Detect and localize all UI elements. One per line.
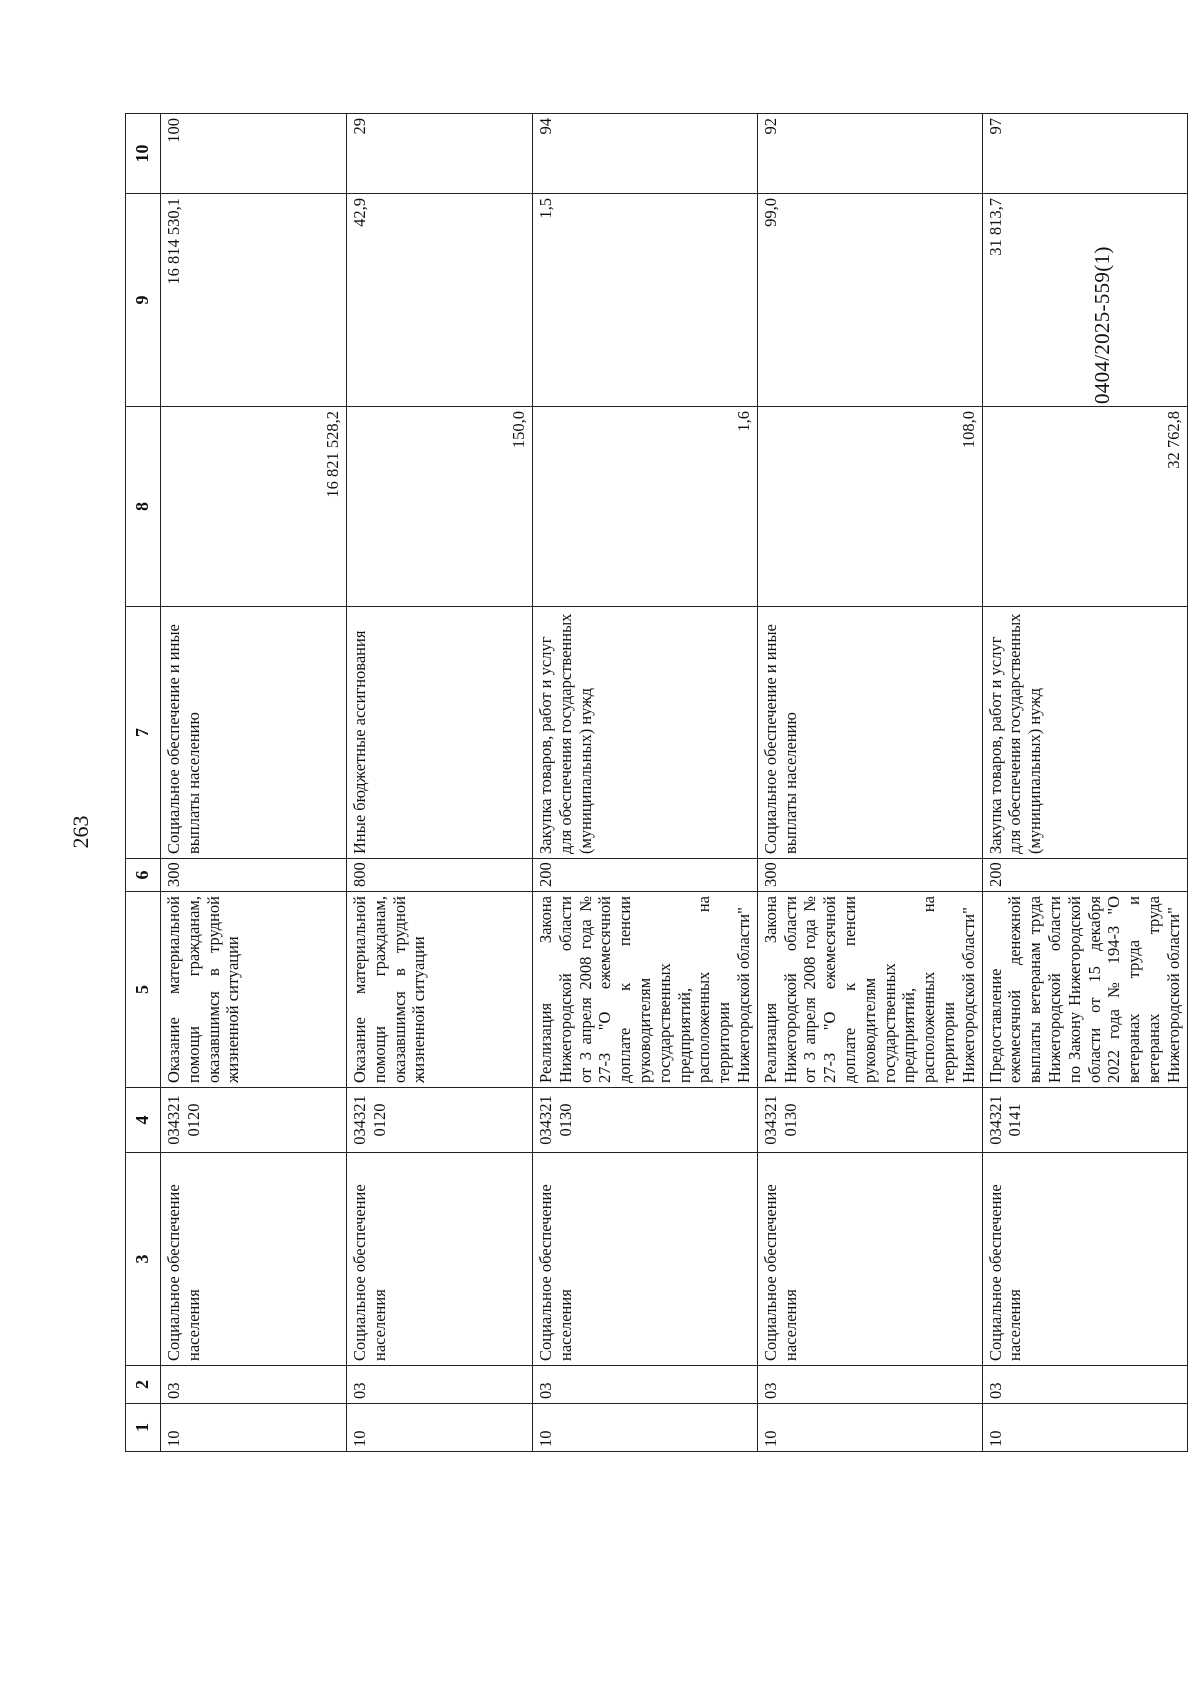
cell-section: 10	[757, 1404, 982, 1452]
table-row	[982, 114, 1187, 1452]
table-header-row	[126, 114, 161, 1452]
cell-target-name: Оказание материальной помощи гражданам, оказавшимся в трудной жизненной ситуации	[161, 892, 347, 1088]
cell-section-name: Социальное обеспечение населения	[533, 1153, 758, 1366]
cell-planned: 16 821 528,2	[161, 407, 347, 607]
cell-executed: 1,5	[533, 194, 758, 407]
cell-section-name: Социальное обеспечение населения	[161, 1153, 347, 1366]
column-header: 7	[126, 607, 161, 859]
cell-target-name: Оказание материальной помощи гражданам, оказавшимся в трудной жизненной ситуации	[347, 892, 533, 1088]
cell-expense-name: Социальное обеспечение и иные выплаты населению	[161, 607, 347, 859]
cell-expense-name: Социальное обеспечение и иные выплаты населению	[757, 607, 982, 859]
column-header: 8	[126, 407, 161, 607]
table-row	[757, 114, 982, 1452]
column-header: 3	[126, 1153, 161, 1366]
cell-section-name: Социальное обеспечение населения	[347, 1153, 533, 1366]
cell-expense-type: 300	[757, 859, 982, 892]
document-code: 0404/2025-559(1)	[1090, 246, 1114, 404]
cell-percent: 97	[982, 114, 1187, 194]
column-header: 6	[126, 859, 161, 892]
cell-expense-name: Иные бюджетные ассигнования	[347, 607, 533, 859]
cell-planned: 1,6	[533, 407, 758, 607]
cell-section: 10	[347, 1404, 533, 1452]
cell-executed: 42,9	[347, 194, 533, 407]
cell-target-code: 0343210120	[347, 1088, 533, 1153]
cell-expense-type: 200	[982, 859, 1187, 892]
cell-executed: 16 814 530,1	[161, 194, 347, 407]
cell-expense-type: 800	[347, 859, 533, 892]
cell-executed: 31 813,7	[982, 194, 1187, 407]
cell-percent: 29	[347, 114, 533, 194]
cell-percent: 100	[161, 114, 347, 194]
cell-target-code: 0343210141	[982, 1088, 1187, 1153]
column-header: 1	[126, 1404, 161, 1452]
cell-subsection: 03	[757, 1366, 982, 1404]
column-header: 4	[126, 1088, 161, 1153]
cell-expense-name: Закупка товаров, работ и услуг для обеспечения государственных (муниципальных) нужд	[982, 607, 1187, 859]
cell-target-code: 0343210120	[161, 1088, 347, 1153]
column-header: 10	[126, 114, 161, 194]
cell-section: 10	[982, 1404, 1187, 1452]
table-row	[533, 114, 758, 1452]
cell-target-name: Реализация Закона Нижегородской области от 3 апреля 2008 года № 27-З "О ежемесячной доплате к пенсии руководителям государственных предприятий, расположенных на территории Нижегородской области"	[757, 892, 982, 1088]
cell-section: 10	[533, 1404, 758, 1452]
cell-planned: 108,0	[757, 407, 982, 607]
cell-subsection: 03	[347, 1366, 533, 1404]
cell-target-code: 0343210130	[533, 1088, 758, 1153]
page-number: 263	[68, 815, 93, 849]
cell-subsection: 03	[161, 1366, 347, 1404]
cell-section-name: Социальное обеспечение населения	[982, 1153, 1187, 1366]
cell-executed: 99,0	[757, 194, 982, 407]
table-row	[347, 114, 533, 1452]
cell-target-name: Предоставление ежемесячной денежной выплаты ветеранам труда Нижегородской области по Закону Нижегородской области от 15 декабря 2022 года № 194-З "О ветеранах труда и ветеранах труда Нижегородской области"	[982, 892, 1187, 1088]
cell-planned: 32 762,8	[982, 407, 1187, 607]
cell-planned: 150,0	[347, 407, 533, 607]
cell-target-name: Реализация Закона Нижегородской области от 3 апреля 2008 года № 27-З "О ежемесячной доплате к пенсии руководителям государственных предприятий, расположенных на территории Нижегородской области"	[533, 892, 758, 1088]
cell-section: 10	[161, 1404, 347, 1452]
column-header: 2	[126, 1366, 161, 1404]
cell-percent: 92	[757, 114, 982, 194]
budget-table	[125, 113, 1188, 1452]
cell-target-code: 0343210130	[757, 1088, 982, 1153]
table-row	[161, 114, 347, 1452]
cell-subsection: 03	[533, 1366, 758, 1404]
cell-expense-name: Закупка товаров, работ и услуг для обеспечения государственных (муниципальных) нужд	[533, 607, 758, 859]
cell-expense-type: 300	[161, 859, 347, 892]
cell-expense-type: 200	[533, 859, 758, 892]
cell-section-name: Социальное обеспечение населения	[757, 1153, 982, 1366]
column-header: 5	[126, 892, 161, 1088]
column-header: 9	[126, 194, 161, 407]
cell-subsection: 03	[982, 1366, 1187, 1404]
cell-percent: 94	[533, 114, 758, 194]
